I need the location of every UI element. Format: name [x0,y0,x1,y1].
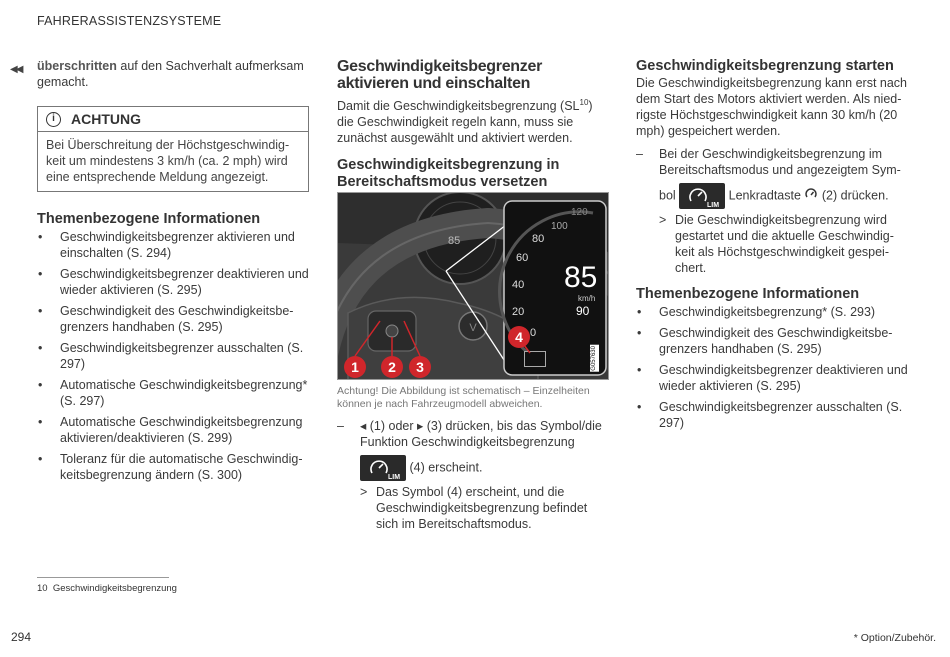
section-intro [337,98,609,146]
current-speed: 85 [564,261,598,294]
intro-rest: auf den Sachverhalt aufmerksam gemacht. [37,59,304,89]
result-marker: > [360,485,368,499]
set-speed: 90 [576,304,590,318]
section-title: Geschwindigkeitsbegrenzer aktivieren und einschalten [337,58,543,92]
step-text-suffix: (2) drücken. [818,188,889,203]
instruction-step [636,146,908,209]
section-title: Geschwindigkeitsbegrenzung starten [636,58,894,74]
svg-text:LIM: LIM [388,474,401,481]
info-icon: i [46,112,61,127]
tick-label: 60 [516,252,529,264]
column-middle [337,58,609,191]
result-item [360,484,609,532]
footnote-number: 10 [37,583,48,594]
intro-part: ) die Geschwindigkeit regeln kann, muss sie zunächst ausgewählt und aktiviert werden. [337,99,593,145]
tick-label: 120 [571,207,588,218]
tick-label: 100 [551,221,568,232]
related-link[interactable]: • Automatische Geschwindigkeitsbegrenzung aktivieren/deaktivieren (S. 299) [37,414,309,446]
steering-wheel-illustration [337,192,609,380]
option-note: * Option/Zubehör. [853,632,936,644]
related-link[interactable]: • Geschwindigkeitsbegrenzer deaktivieren und wieder aktivieren (S. 295) [636,362,908,394]
callout-2: 2 [381,356,403,378]
section-intro: Die Geschwindigkeitsbegrenzung kann erst nach dem Start des Motors aktiviert werden. Als niedrigste Höchstgeschwindigkeit kann 30 km/h (20 mph) gespeichert werden. [636,76,907,138]
instruction-step [337,418,609,481]
related-list [636,304,908,431]
tick-label: 0 [530,327,537,339]
related-link[interactable]: • Toleranz für die automatische Geschwindigkeitsbegrenzung ändern (S. 300) [37,451,309,483]
figure-code: G057630 [591,346,597,371]
step-text-end: (4) erscheint. [406,460,483,475]
warning-title: ACHTUNG [71,111,141,127]
svg-text:LIM: LIM [707,202,720,209]
step-symbol-line [360,455,609,481]
page-number: 294 [11,630,32,644]
footnote-text: Geschwindigkeitsbegrenzung [52,583,177,594]
intro-part: Damit die Geschwindigkeitsbegrenzung (SL [337,99,580,113]
related-link[interactable]: • Geschwindigkeitsbegrenzer ausschalten (S. 297) [37,340,309,372]
running-header: FAHRERASSISTENZSYSTEME [37,14,222,28]
related-title: Themenbezogene Informationen [37,211,261,227]
result-text: Das Symbol (4) erscheint, und die Geschwindigkeitsbegrenzung befindet sich im Bereitschaftsmodus. [376,485,588,531]
related-link[interactable]: • Geschwindigkeitsbegrenzer aktivieren und einschalten (S. 294) [37,229,309,261]
related-link[interactable]: • Geschwindigkeitsbegrenzer ausschalten (S. 297) [636,399,908,431]
related-link[interactable]: • Automatische Geschwindigkeitsbegrenzung* (S. 297) [37,377,309,409]
callout-1: 1 [344,356,366,378]
result-item [659,212,908,276]
step-symbol-line [659,183,908,209]
step-marker: – [636,147,643,161]
footnote-divider [37,577,169,578]
related-link[interactable]: • Geschwindigkeit des Geschwindigkeitsbegrenzers handhaben (S. 295) [636,325,908,357]
svg-text:V: V [469,322,477,334]
step-text: Bei der Geschwindigkeitsbegrenzung im Bereitschaftsmodus und angezeigtem Sym- [659,147,901,177]
continue-back-icon: ◀◀ [10,64,22,75]
callout-leaders [338,193,609,380]
tick-label: 20 [512,306,525,318]
steering-button-icon [804,187,818,205]
related-title: Themenbezogene Informationen [636,286,860,302]
footnote-ref: 10 [579,97,589,107]
related-link[interactable]: • Geschwindigkeit des Geschwindigkeitsbegrenzers handhaben (S. 295) [37,303,309,335]
result-text: Die Geschwindigkeitsbegrenzung wird gestartet und die aktuelle Geschwindigkeit als Höchstgeschwindigkeit gespeichert. [675,213,894,275]
intro-text [37,58,309,90]
related-list [37,229,309,483]
warning-text: Bei Überschreitung der Höchstgeschwindigkeit um mindestens 3 km/h (ca. 2 mph) wird eine entsprechende Meldung angezeigt. [46,138,290,184]
column-right [636,58,908,436]
tick-label: 80 [532,233,545,245]
speed-limiter-icon [360,455,406,481]
step-block [337,418,609,532]
speed-limiter-icon [679,183,725,209]
warning-box [37,106,309,192]
figure-caption: Achtung! Die Abbildung ist schematisch – Einzelheiten können je nach Fahrzeugmodell abweichen. [337,385,590,410]
tick-label: 40 [512,279,525,291]
footnote [37,581,177,597]
callout-4: 4 [508,326,530,348]
step-text-prefix: bol [659,188,676,203]
column-left [37,58,309,488]
result-marker: > [659,213,667,227]
step-text: ◂ (1) oder ▸ (3) drücken, bis das Symbol/die Funktion Geschwindigkeitsbegrenzung [360,419,602,449]
callout-3: 3 [409,356,431,378]
step-marker: – [337,419,344,433]
step-text-mid: Lenkradtaste [725,188,805,203]
speed-unit: km/h [578,294,596,303]
sub-title: Geschwindigkeitsbegrenzung in Bereitschaftsmodus versetzen [337,157,560,190]
intro-keyword: überschritten [37,59,117,73]
gauge-small-value: 85 [448,235,461,247]
related-link[interactable]: • Geschwindigkeitsbegrenzung* (S. 293) [636,304,908,320]
related-link[interactable]: • Geschwindigkeitsbegrenzer deaktivieren und wieder aktivieren (S. 295) [37,266,309,298]
warning-header [38,107,308,132]
